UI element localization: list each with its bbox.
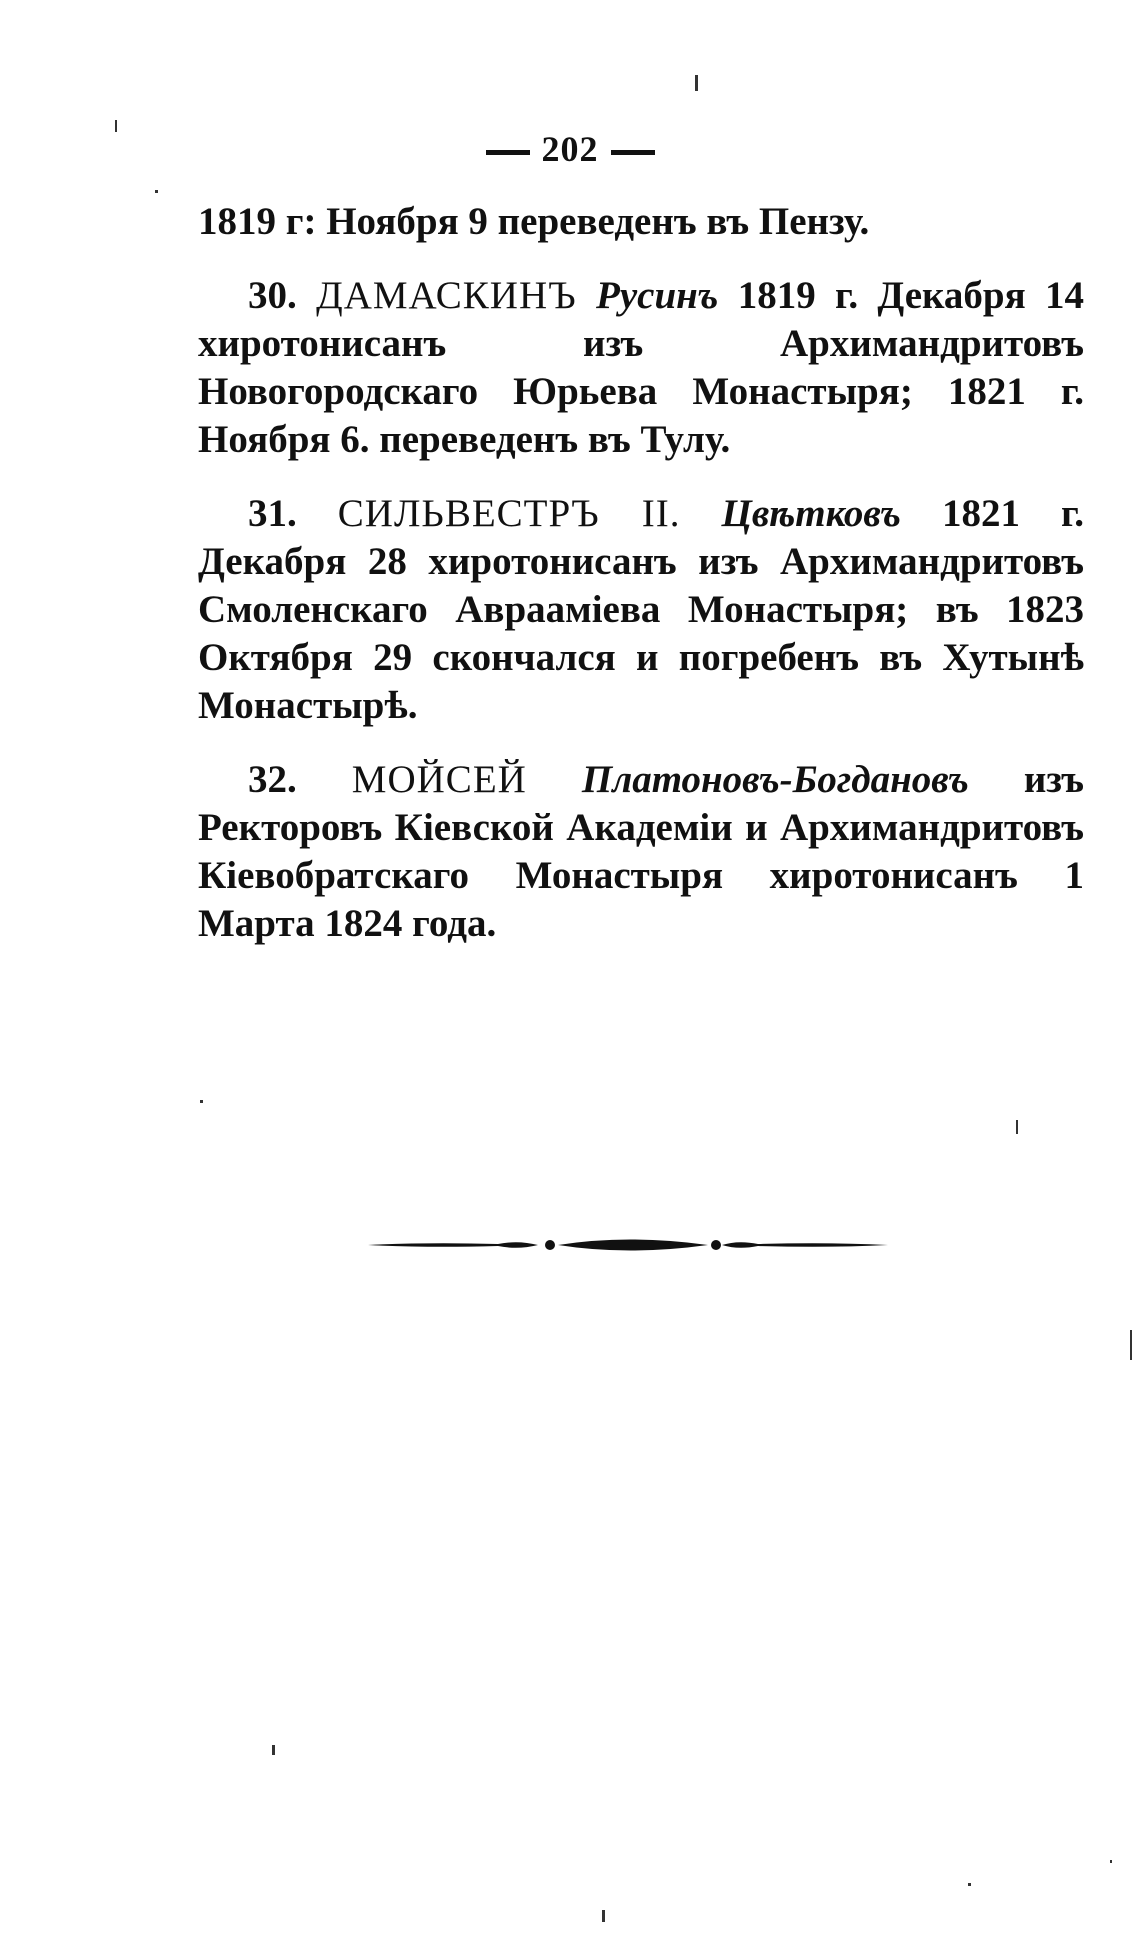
scan-speck xyxy=(155,190,158,193)
entry-number: 30. xyxy=(248,274,297,317)
page-number-header xyxy=(0,128,1140,170)
entry-32 xyxy=(198,756,1084,948)
scan-speck xyxy=(968,1883,971,1886)
ornamental-divider xyxy=(368,1230,888,1260)
entry-text: изъ Ректоровъ Кiевской Академiи и Архимандритовъ Кiевобратскаго Монастыря хиротонисанъ 1 Марта 1824 года. xyxy=(198,758,1085,945)
scan-speck xyxy=(1130,1330,1132,1360)
left-dash xyxy=(486,150,530,155)
body-text xyxy=(198,198,1084,974)
scan-speck xyxy=(1110,1860,1112,1863)
scan-speck xyxy=(115,120,117,132)
page-number: 202 xyxy=(541,129,599,169)
paragraph-continuation xyxy=(198,198,1084,246)
right-dash xyxy=(611,150,655,155)
entry-surname: Платоновъ-Богдановъ xyxy=(581,758,969,801)
entry-30 xyxy=(198,272,1084,464)
entry-text: 1821 г. Декабря 28 хиротонисанъ изъ Архимандритовъ Смоленскаго Авраамiева Монастыря; въ 1823 Октября 29 скончался и погребенъ въ Хутынѣ Монастырѣ. xyxy=(198,492,1085,727)
entry-number: 31. xyxy=(248,492,297,535)
entry-name: СИЛЬВЕСТРЪ II. xyxy=(337,492,681,535)
scan-speck xyxy=(200,1100,203,1103)
scan-speck xyxy=(1016,1120,1018,1134)
entry-surname: Русинъ xyxy=(596,274,719,317)
paragraph-text: 1819 г: Ноября 9 переведенъ въ Пензу. xyxy=(198,200,870,243)
entry-number: 32. xyxy=(248,758,297,801)
entry-name: ДАМАСКИНЪ xyxy=(316,274,577,317)
scan-speck xyxy=(272,1745,275,1755)
scan-speck xyxy=(695,75,698,91)
entry-31 xyxy=(198,490,1084,730)
entry-text: 1819 г. Декабря 14 хиротонисанъ изъ Архимандритовъ Новогородскаго Юрьева Монастыря; 1821 г. Ноября 6. переведенъ въ Тулу. xyxy=(198,274,1085,461)
entry-name: МОЙСЕЙ xyxy=(351,758,527,801)
scan-speck xyxy=(602,1910,605,1922)
entry-surname: Цвѣтковъ xyxy=(721,492,901,535)
